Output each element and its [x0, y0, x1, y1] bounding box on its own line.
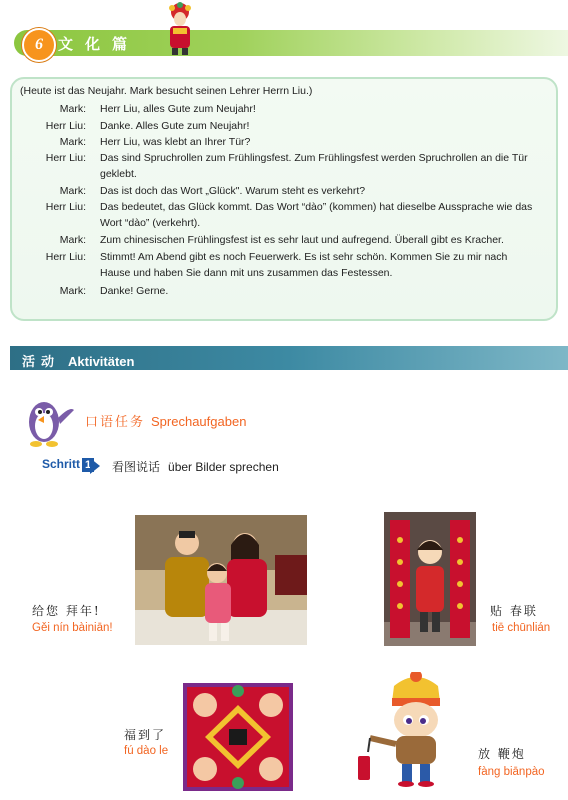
dialogue-line: [10, 118, 550, 134]
speaker-label: Herr Liu:: [45, 251, 86, 263]
speaking-task-title-zh: 口语任务: [85, 415, 146, 430]
chapter-number-badge: 6: [22, 28, 56, 62]
dialogue-line: [10, 150, 550, 182]
speaking-task-heading: [85, 411, 246, 430]
dialogue-line: [10, 101, 550, 117]
utterance-text: Herr Liu, was klebt an Ihrer Tür?: [100, 136, 251, 148]
step-arrow-icon: [90, 458, 100, 474]
activities-title-zh: 活动: [22, 355, 61, 370]
speaker-label: Mark:: [59, 103, 86, 115]
utterance-text: Danke. Alles Gute zum Neujahr!: [100, 120, 250, 132]
step-label: Schritt: [42, 457, 81, 471]
speaker-label: Mark:: [59, 136, 86, 148]
utterance-text: Das sind Spruchrollen zum Frühlingsfest. Zum Frühlingsfest werden Spruchrollen an die Tür geklebt.: [100, 152, 528, 180]
fu-daole-illustration: [183, 683, 293, 791]
dialogue-line: [10, 283, 550, 299]
speaker-label: Mark:: [59, 185, 86, 197]
activities-title: [22, 351, 134, 370]
utterance-text: Herr Liu, alles Gute zum Neujahr!: [100, 103, 256, 115]
picture-caption-pinyin: fàng biānpào: [478, 766, 545, 778]
speaker-label: Herr Liu:: [45, 201, 86, 213]
activities-title-de: Aktivitäten: [68, 354, 135, 369]
step-instruction-de: über Bilder sprechen: [168, 460, 279, 474]
speaker-label: Mark:: [59, 234, 86, 246]
picture-caption-zh: 福到了: [124, 728, 167, 742]
spring-couplets-photo: [384, 512, 476, 646]
picture-caption-pinyin: tiē chūnlián: [492, 622, 551, 634]
opera-figure-illustration: [158, 2, 202, 56]
picture-caption-zh: 贴 春联: [490, 604, 538, 618]
family-new-year-photo: [135, 515, 307, 645]
picture-caption-zh: 放 鞭炮: [478, 747, 526, 761]
chapter-title: 文化篇: [58, 35, 140, 53]
picture-caption-pinyin: Gěi nín bàiniān!: [32, 622, 113, 634]
picture-caption-zh: 给您 拜年!: [32, 604, 101, 618]
dialogue-line: [10, 183, 550, 199]
firecracker-boy-illustration: [354, 672, 464, 787]
utterance-text: Das ist doch das Wort „Glück". Warum steht es verkehrt?: [100, 185, 366, 197]
speaking-task-title-de: Sprechaufgaben: [151, 414, 247, 429]
utterance-text: Stimmt! Am Abend gibt es noch Feuerwerk. Es ist sehr schön. Kommen Sie zu mir nach Hause und haben Sie dann mit uns zusammen das Festessen.: [100, 251, 508, 279]
utterance-text: Danke! Gerne.: [100, 285, 169, 297]
dialogue-line: [10, 232, 550, 248]
speaker-label: Mark:: [59, 285, 86, 297]
speaker-label: Herr Liu:: [45, 120, 86, 132]
step-instruction-zh: 看图说话: [112, 460, 161, 474]
step-number: 1: [82, 458, 94, 472]
dialogue-intro: (Heute ist das Neujahr. Mark besucht seinen Lehrer Herrn Liu.): [20, 85, 313, 97]
speaker-label: Herr Liu:: [45, 152, 86, 164]
dialogue-line: [10, 134, 550, 150]
penguin-mascot-illustration: [22, 392, 78, 452]
utterance-text: Das bedeutet, das Glück kommt. Das Wort “dào” (kommen) hat dieselbe Aussprache wie das Wort “dào” (verkehrt).: [100, 201, 533, 229]
step-instruction: [112, 458, 279, 475]
dialogue-line: [10, 249, 550, 281]
dialogue-line: [10, 199, 550, 231]
picture-caption-pinyin: fú dào le: [124, 745, 169, 757]
utterance-text: Zum chinesischen Frühlingsfest ist es sehr laut und aufregend. Überall gibt es Kracher.: [100, 234, 504, 246]
